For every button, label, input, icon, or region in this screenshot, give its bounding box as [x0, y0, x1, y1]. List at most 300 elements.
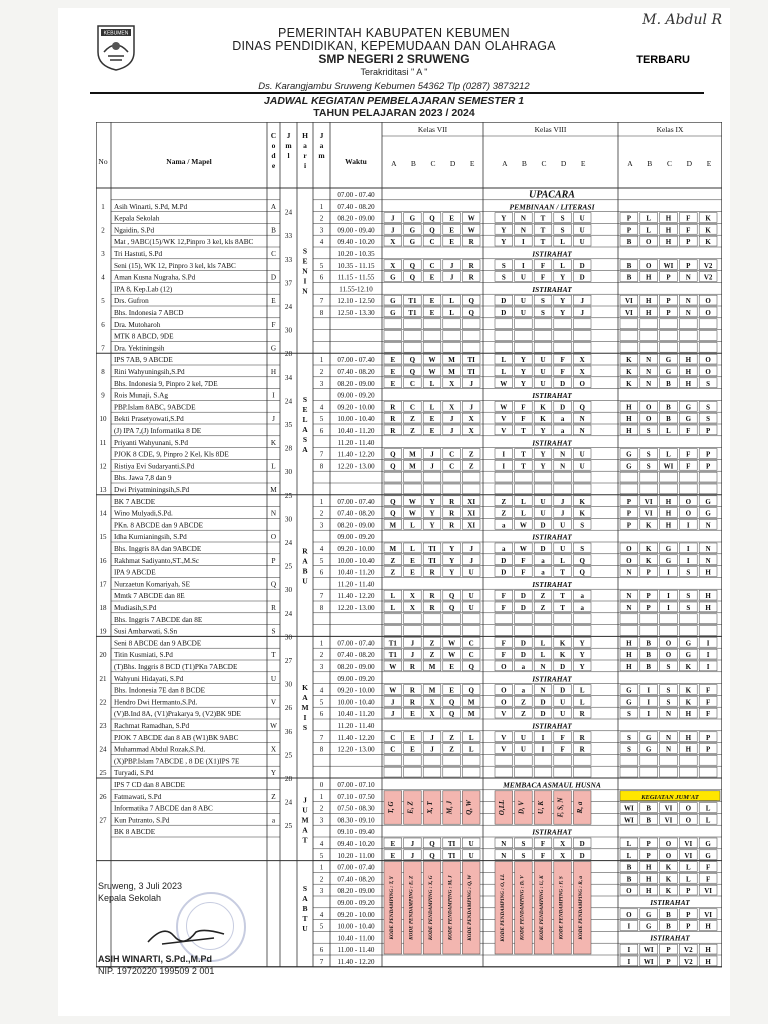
teacher-name: Wino Mulyadi,S.Pd. [114, 509, 173, 518]
slot-box [423, 614, 441, 624]
col-waktu: Waktu [345, 157, 367, 166]
slot-code: F [705, 863, 711, 872]
teacher-jml: 28 [284, 444, 293, 453]
slot-code: C [429, 261, 435, 270]
teacher-jml: 25 [284, 491, 293, 500]
slot-code: E [429, 273, 435, 282]
slot-code: F [521, 568, 526, 577]
slot-code: H [685, 356, 692, 365]
doc-title: JADWAL KEGIATAN PEMBELAJARAN SEMESTER 1 [263, 95, 525, 107]
slot-box [515, 472, 533, 482]
slot-box [423, 767, 441, 777]
slot-code: I [502, 462, 506, 471]
day-label: I [303, 276, 307, 286]
slot-box [534, 472, 552, 482]
slot-code: F [705, 686, 711, 695]
slot-code: K [559, 651, 566, 660]
slot-box [462, 319, 480, 329]
jam-no: 4 [319, 238, 324, 247]
slot-code: V [501, 427, 507, 435]
slot-code: S [706, 379, 711, 388]
pendamping-label: KODE PENDAMPING : F, S [558, 876, 565, 940]
slot-code: O [579, 379, 585, 388]
slot-code: Q [409, 261, 416, 270]
day-label: E [302, 256, 308, 266]
teacher-no: 10 [99, 415, 107, 424]
slot-code: T [540, 226, 546, 235]
band-label: ISTIRAHAT [532, 249, 572, 259]
col-code: d [271, 151, 276, 160]
slot-code: L [685, 863, 691, 872]
slot-code: R [409, 686, 415, 695]
slot-code: I [686, 545, 690, 553]
slot-code: S [626, 745, 631, 754]
slot-code: J [449, 415, 454, 424]
col-no: No [98, 157, 108, 166]
slot-code: S [646, 427, 651, 435]
pendamping-label: KODE PENDAMPING : E, Z [408, 875, 415, 940]
slot-code: J [469, 379, 473, 388]
slot-code: O [705, 356, 711, 365]
slot-code: G [665, 368, 672, 376]
slot-code: Y [449, 545, 455, 553]
waktu: 10.40 - 11.20 [337, 568, 375, 577]
teacher-no: 15 [99, 533, 107, 542]
header-line2: DINAS PENDIDIKAN, KEPEMUDAAN DAN OLAHRAGA [232, 39, 556, 53]
slot-box [640, 755, 658, 765]
slot-code: VI [704, 887, 712, 896]
slot-code: V2 [684, 946, 693, 955]
col-sub-k9: B [647, 159, 653, 168]
slot-box [515, 767, 533, 777]
band-label: ISTIRAHAT [532, 438, 572, 448]
slot-code: S [706, 415, 711, 424]
slot-code: Q [448, 592, 455, 601]
teacher-no: 23 [99, 722, 107, 730]
teacher-name: Drs. Gufron [114, 297, 149, 306]
slot-code: J [469, 556, 473, 565]
teacher-no: 26 [99, 792, 107, 801]
jam-no: 4 [319, 403, 324, 412]
slot-code: Q [429, 840, 435, 848]
waktu: 09.20 - 10.00 [337, 910, 375, 919]
slot-box [699, 614, 717, 624]
signature-scribble-icon [144, 920, 228, 950]
teacher-name: Mmtk 7 ABCDE dan 8E [114, 592, 185, 601]
slot-code: L [429, 403, 435, 412]
pendamping-label: KODE PENDAMPING : O, LL [499, 874, 506, 942]
teacher-jml: 24 [284, 609, 293, 618]
slot-box [495, 626, 513, 636]
slot-code: J [580, 309, 584, 317]
slot-code: K [705, 214, 711, 223]
slot-code: E [390, 840, 396, 848]
slot-code: P [666, 297, 671, 306]
slot-code: M [448, 368, 455, 376]
waktu: 10.20 - 11.00 [337, 851, 375, 860]
slot-code: D [579, 840, 585, 848]
slot-box [384, 626, 402, 636]
slot-code: V [501, 710, 507, 719]
slot-code: M [409, 450, 416, 459]
schedule-table [96, 122, 722, 994]
slot-code: K [579, 497, 585, 506]
teacher-code: D [270, 273, 277, 282]
slot-code: X [579, 368, 585, 376]
slot-code: F [686, 427, 691, 435]
slot-code: Y [520, 379, 526, 388]
teacher-name: Tri Hastuti, S.Pd [114, 250, 163, 258]
terbaru-label: TERBARU [636, 54, 690, 66]
slot-code: C [449, 462, 455, 471]
teacher-code: Y [270, 769, 277, 778]
slot-code: G [626, 698, 632, 707]
slot-code: O [626, 556, 632, 565]
slot-box [462, 626, 480, 636]
slot-code: J [449, 427, 454, 435]
slot-code: U [468, 840, 474, 848]
waktu: 09.20 - 10.00 [337, 403, 375, 412]
slot-box [495, 472, 513, 482]
slot-code: P [626, 214, 632, 223]
slot-code: R [579, 733, 585, 742]
slot-box [534, 484, 552, 494]
slot-box [620, 767, 638, 777]
slot-code: M [467, 710, 475, 719]
slot-code: L [429, 379, 435, 388]
teacher-no: 18 [99, 604, 107, 612]
waktu: 07.10 - 07.50 [337, 792, 375, 801]
slot-box [384, 755, 402, 765]
teacher-jml: 34 [284, 373, 293, 382]
slot-code: X [560, 851, 566, 860]
teacher-no: 9 [101, 391, 105, 400]
slot-code: W [448, 651, 456, 660]
slot-code: Y [429, 521, 435, 530]
slot-box [462, 767, 480, 777]
teacher-no: 20 [99, 651, 107, 660]
slot-code: Q [468, 297, 474, 306]
waktu: 11.20 - 11.40 [337, 438, 375, 447]
slot-code: H [685, 710, 692, 719]
slot-code: I [541, 745, 545, 754]
slot-code: K [665, 875, 672, 884]
slot-code: H [665, 238, 672, 247]
slot-code: Y [560, 297, 566, 306]
slot-code: T1 [388, 639, 397, 648]
slot-box [554, 626, 572, 636]
waktu: 11.00 - 11.40 [337, 946, 375, 955]
pendamping-label: KODE PENDAMPING : R, a [578, 876, 585, 940]
slot-code: F [705, 875, 711, 884]
slot-code: F [501, 604, 506, 612]
slot-code: O [685, 804, 692, 813]
pendamping-label: D, V [517, 800, 526, 815]
slot-code: TI [467, 368, 475, 376]
teacher-name: (J) IPA 7,(J) Informatika 8 DE [114, 427, 202, 435]
slot-box [534, 614, 552, 624]
slot-code: O [705, 368, 711, 376]
teacher-code: X [270, 745, 277, 754]
slot-code: S [521, 851, 526, 860]
slot-box [534, 755, 552, 765]
jam-no: 1 [319, 792, 324, 801]
teacher-no: 6 [101, 320, 105, 329]
slot-box [640, 614, 658, 624]
slot-code: D [540, 521, 546, 530]
slot-code: F [521, 415, 526, 424]
slot-box [679, 472, 697, 482]
header-line1: PEMERINTAH KABUPATEN KEBUMEN [277, 26, 511, 40]
jam-no: 2 [319, 509, 324, 518]
slot-code: R [429, 604, 435, 612]
slot-code: F [686, 450, 691, 459]
slot-code: R [429, 568, 435, 577]
day-label: L [302, 415, 308, 424]
slot-code: H [626, 651, 632, 660]
pendamping-label: KODE PENDAMPING : M, J [447, 875, 454, 941]
jam-no: 1 [319, 639, 324, 648]
slot-code: E [390, 851, 396, 860]
slot-code: N [560, 450, 566, 459]
teacher-code: R [271, 604, 276, 612]
slot-code: C [390, 745, 396, 754]
teacher-no: 22 [99, 698, 107, 707]
slot-code: L [666, 427, 671, 435]
slot-code: H [626, 427, 632, 435]
teacher-no: 2 [101, 226, 105, 235]
slot-code: Q [448, 604, 455, 612]
slot-box [515, 319, 533, 329]
day-label: A [302, 825, 308, 835]
col-hari: a [303, 141, 307, 150]
jam-no: 6 [319, 273, 324, 282]
day-label: A [302, 893, 308, 903]
teacher-code: F [271, 320, 276, 329]
band-label: UPACARA [529, 189, 575, 201]
slot-code: S [646, 462, 651, 471]
band-label: ISTIRAHAT [532, 674, 572, 684]
slot-code: T1 [408, 309, 417, 317]
pendamping-label: T, G [386, 801, 395, 814]
col-kelas9: Kelas IX [656, 125, 684, 134]
slot-code: B [646, 651, 652, 660]
slot-code: L [705, 804, 711, 813]
slot-code: L [521, 497, 526, 506]
slot-code: F [560, 745, 565, 754]
band-label: ISTIRAHAT [532, 579, 572, 589]
slot-code: H [626, 639, 632, 648]
pendamping-label: KODE PENDAMPING : X, G [428, 875, 434, 941]
teacher-name: (X)PBP.Islam 7ABCDE , 8 DE (X1)IPS 7E [114, 757, 240, 766]
slot-code: J [580, 297, 584, 306]
slot-box [443, 331, 461, 341]
waktu: 10.20 - 10.35 [337, 250, 375, 258]
slot-code: TI [428, 556, 436, 565]
slot-box [699, 484, 717, 494]
day-label: S [302, 723, 308, 733]
slot-code: O [665, 840, 672, 848]
slot-code: K [626, 356, 632, 365]
slot-code: W [467, 214, 475, 223]
slot-code: O [626, 910, 632, 919]
teacher-name: Wahyuni Hidayati, S.Pd [114, 674, 184, 683]
slot-code: T1 [408, 297, 417, 306]
teacher-jml: 25 [284, 751, 293, 760]
day-label: A [302, 425, 308, 434]
slot-code: Y [429, 509, 435, 518]
jam-no: 5 [319, 698, 324, 707]
slot-code: H [685, 379, 692, 388]
waktu: 10.35 - 11.15 [337, 261, 375, 270]
slot-box [640, 331, 658, 341]
slot-code: F [540, 840, 546, 848]
band-label: ISTIRAHAT [650, 898, 690, 907]
col-jam: m [318, 151, 325, 160]
waktu: 07.00 - 07.40 [337, 356, 375, 365]
slot-box [384, 319, 402, 329]
slot-code: E [449, 238, 454, 247]
slot-box [462, 484, 480, 494]
col-sub-k9: D [686, 159, 693, 168]
teacher-jml: 24 [284, 798, 293, 807]
teacher-name: Ristiya Evi Sudaryanti,S.Pd [114, 462, 195, 471]
slot-code: Q [390, 462, 396, 471]
day-label: S [302, 435, 308, 444]
slot-box [660, 342, 678, 352]
slot-code: R [449, 521, 455, 530]
slot-code: B [626, 875, 632, 884]
slot-code: J [560, 497, 565, 506]
slot-code: J [410, 851, 415, 860]
day-label: I [303, 713, 307, 723]
band-label: MEMBACA ASMAUL HUSNA [503, 780, 601, 790]
slot-code: T [560, 604, 565, 612]
slot-code: E [390, 356, 396, 365]
pendamping-label: KODE PENDAMPING : T, Y [388, 876, 395, 940]
slot-code: I [627, 946, 631, 955]
day-label: A [302, 556, 308, 566]
teacher-name: Mat , 9ABC(15)/WK 12,Pinpro 3 kel, kls 8ABC [114, 238, 254, 247]
band-label: ISTIRAHAT [532, 827, 572, 837]
waktu: 09.10 - 09.40 [337, 828, 375, 837]
slot-box [660, 331, 678, 341]
slot-code: G [409, 238, 416, 247]
slot-code: U [468, 604, 474, 612]
slot-code: B [646, 639, 652, 648]
slot-code: Q [448, 710, 455, 719]
slot-code: U [468, 851, 474, 860]
slot-code: L [449, 309, 454, 317]
slot-code: I [627, 922, 631, 931]
slot-code: G [390, 309, 396, 317]
slot-code: E [410, 733, 415, 742]
slot-box [495, 342, 513, 352]
slot-code: Z [410, 415, 415, 424]
slot-code: H [705, 958, 711, 966]
teacher-code: I [272, 391, 275, 400]
slot-code: XI [467, 497, 476, 506]
col-jml: m [285, 141, 292, 150]
waktu: 08.30 - 09.10 [337, 816, 375, 825]
col-sub-k8: C [541, 159, 547, 168]
waktu: 12.20 - 13.00 [337, 604, 375, 612]
col-sub-k9: E [706, 159, 712, 168]
slot-box [404, 319, 422, 329]
teacher-name: Nurzaetun Komariyah, SE [114, 580, 191, 589]
teacher-no: 7 [101, 344, 105, 353]
slot-code: H [665, 521, 672, 530]
slot-code: U [520, 309, 526, 317]
waktu: 11.40 - 12.20 [337, 958, 375, 966]
slot-box [660, 626, 678, 636]
day-label: B [302, 903, 308, 913]
accreditation: Terakriditasi " A " [360, 67, 428, 77]
slot-code: Y [520, 368, 526, 376]
slot-box [640, 342, 658, 352]
slot-code: F [540, 851, 546, 860]
slot-box [699, 472, 717, 482]
slot-code: J [430, 745, 434, 754]
slot-code: J [449, 261, 454, 270]
teacher-name: Rachmat Ramadhan, S.Pd [114, 722, 190, 730]
teacher-code: A [270, 202, 277, 211]
waktu: 09.00 - 09.20 [337, 899, 375, 907]
slot-code: G [665, 545, 672, 553]
slot-code: W [408, 509, 416, 518]
slot-box [443, 626, 461, 636]
col-sub-k7: B [410, 159, 416, 168]
slot-code: O [501, 698, 507, 707]
teacher-name: Bhs. Indonesia 9, Pinpro 2 kel, 7DE [114, 379, 218, 388]
slot-code: D [520, 639, 526, 648]
teacher-no: 4 [101, 273, 105, 282]
slot-box [660, 319, 678, 329]
slot-code: VI [704, 910, 712, 919]
slot-code: VI [684, 851, 693, 860]
slot-code: P [686, 887, 691, 896]
pendamping-label: E, Z [406, 801, 415, 814]
day-label: R [302, 546, 308, 556]
teacher-name: Seni 8 ABCDE dan 9 ABCDE [114, 639, 202, 648]
slot-code: M [448, 356, 455, 365]
jam-no: 8 [319, 745, 324, 754]
waktu: 08.20 - 09.00 [337, 887, 375, 896]
slot-box [554, 614, 572, 624]
slot-code: Y [579, 639, 585, 648]
slot-code: X [449, 379, 455, 388]
jam-no: 6 [319, 946, 324, 955]
teacher-name: Turyadi, S.Pd [114, 769, 154, 778]
slot-code: J [449, 273, 454, 282]
slot-code: Y [501, 238, 507, 247]
slot-code: T [521, 450, 526, 459]
slot-code: G [705, 840, 711, 848]
jam-no: 4 [319, 910, 324, 919]
col-jml: l [287, 151, 290, 160]
slot-box [384, 767, 402, 777]
slot-code: a [502, 521, 506, 530]
slot-code: P [705, 427, 711, 435]
slot-box [404, 484, 422, 494]
slot-code: Y [520, 356, 526, 365]
slot-box [640, 767, 658, 777]
slot-box [660, 484, 678, 494]
slot-code: P [666, 958, 671, 966]
slot-code: V [501, 745, 507, 754]
slot-code: O [645, 261, 652, 270]
teacher-name: IPA 8, Kep.Lab (12) [114, 285, 173, 294]
